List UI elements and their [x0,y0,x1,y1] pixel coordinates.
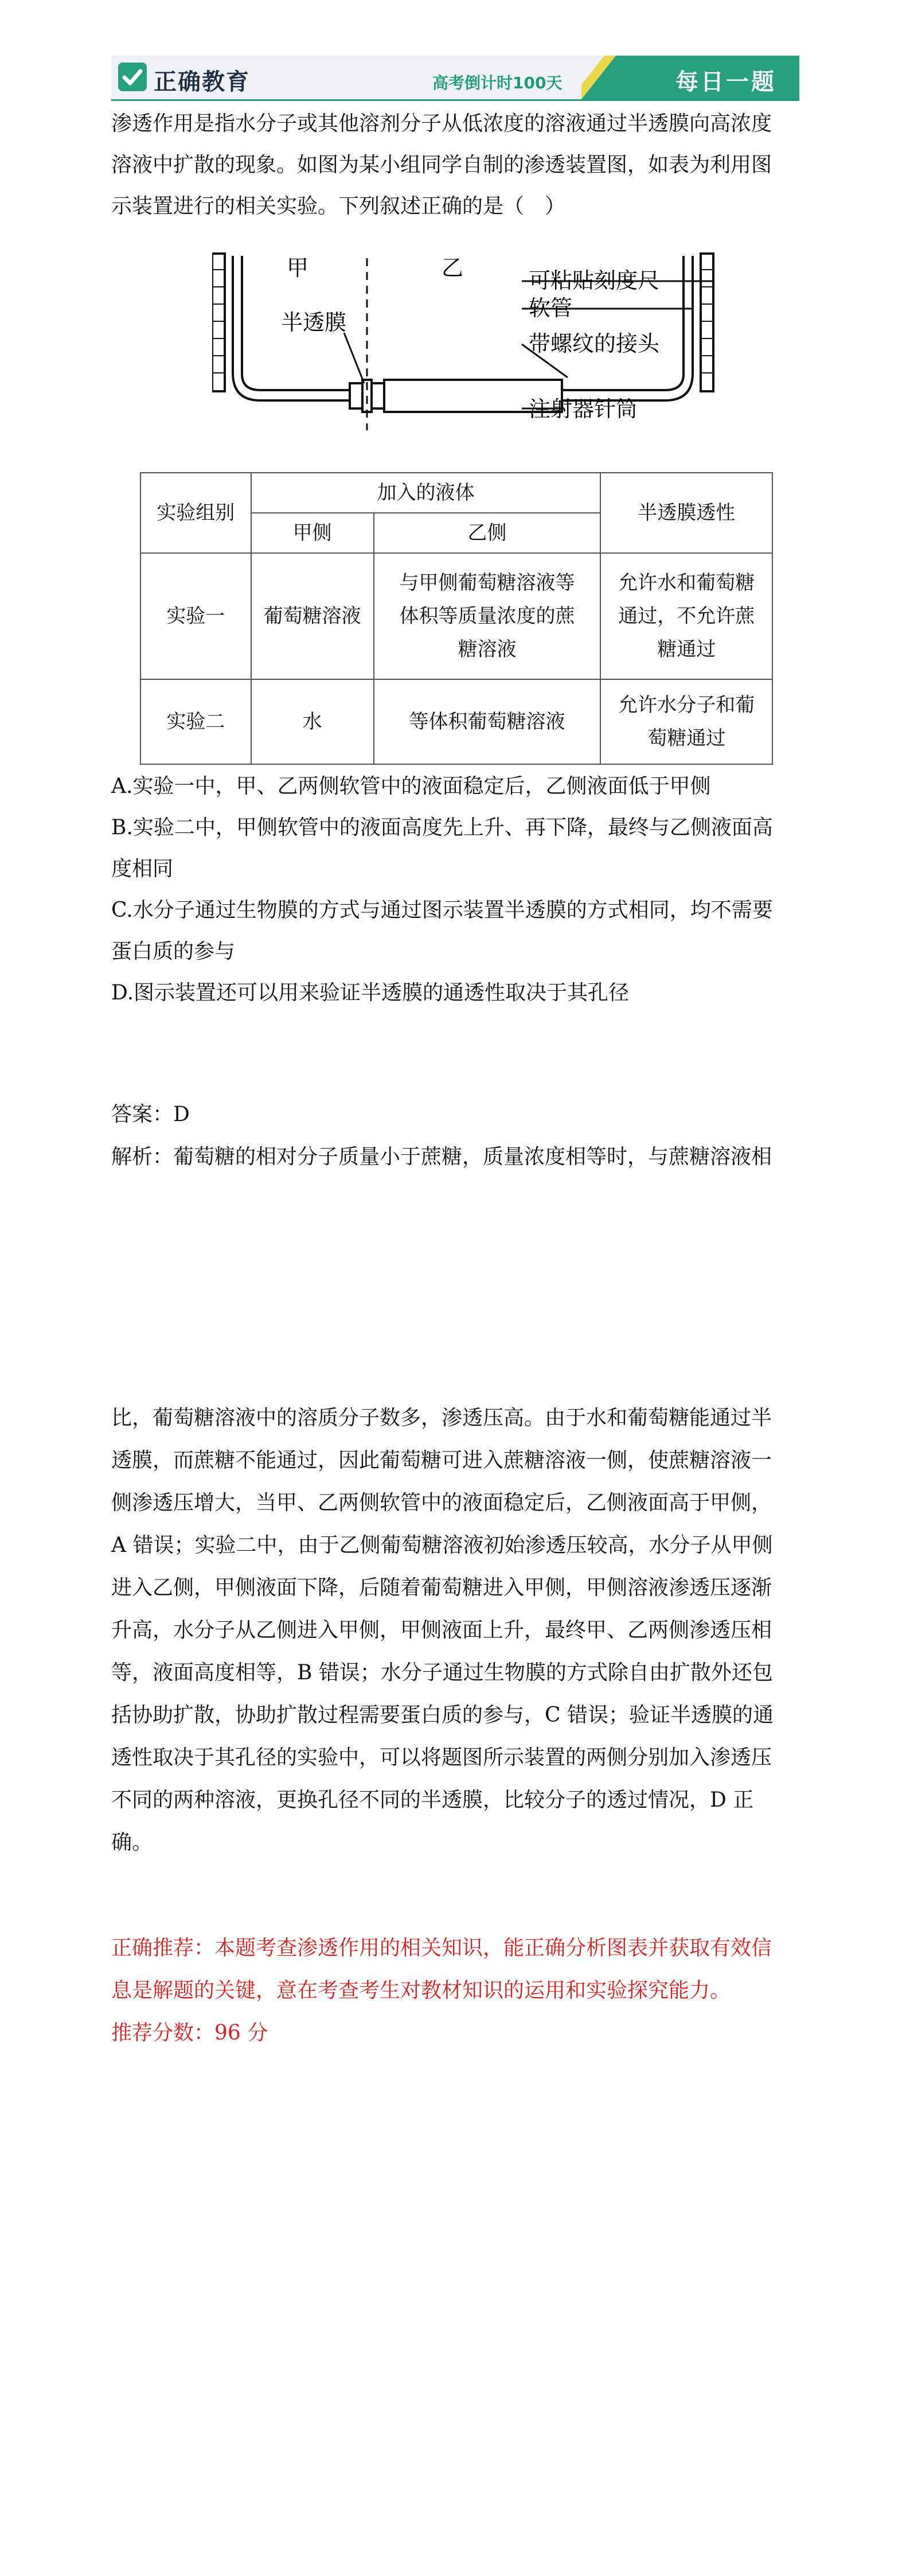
experiment-table [140,472,773,765]
row1-perm-line1: 允许水和葡萄糖 [618,571,755,594]
analysis-line-3: 侧渗透压增大，当甲、乙两侧软管中的液面稳定后，乙侧液面高于甲侧， [111,1491,772,1515]
right-ruler [701,254,713,391]
row2-jia: 水 [251,679,374,764]
label-membrane: 半透膜 [281,310,347,335]
option-d: D.图示装置还可以用来验证半透膜的通透性取决于其孔径 [111,981,630,1005]
label-syringe: 注射器针筒 [529,396,638,422]
header-yi-side: 乙侧 [374,513,601,553]
option-b-line1: B.实验二中，甲侧软管中的液面高度先上升、再下降，最终与乙侧液面高 [111,816,773,839]
analysis-line-10: 不同的两种溶液，更换孔径不同的半透膜，比较分子的透过情况，D 正 [111,1788,754,1812]
analysis-line-11: 确。 [111,1831,153,1854]
row1-jia: 葡萄糖溶液 [251,553,374,679]
row1-yi-line3: 糖溶液 [458,638,517,661]
osmosis-apparatus-figure [212,247,728,436]
label-joint: 带螺纹的接头 [529,331,660,356]
recommend-line-1: 正确推荐：本题考查渗透作用的相关知识，能正确分析图表并获取有效信 [111,1936,772,1960]
question-line-1: 渗透作用是指水分子或其他溶剂分子从低浓度的溶液通过半透膜向高浓度 [111,112,772,135]
label-hose: 软管 [529,295,573,321]
row2-perm [600,679,772,764]
row2-perm-line1: 允许水分子和葡 [618,694,755,717]
row2-perm-line2: 萄糖通过 [647,727,726,750]
label-jia: 甲 [287,255,309,281]
analysis-line-6: 升高，水分子从乙侧进入甲侧，甲侧液面上升，最终甲、乙两侧渗透压相 [111,1618,772,1642]
header-group: 实验组别 [140,473,251,553]
check-icon [118,63,147,91]
option-c-line1: C.水分子通过生物膜的方式与通过图示装置半透膜的方式相同，均不需要 [111,898,773,922]
row1-perm-line3: 糖通过 [657,638,716,661]
analysis-line-0: 解析：葡萄糖的相对分子质量小于蔗糖，质量浓度相等时，与蔗糖溶液相 [111,1145,772,1169]
analysis-line-2: 透膜，而蔗糖不能通过，因此葡萄糖可进入蔗糖溶液一侧，使蔗糖溶液一 [111,1449,772,1472]
question-line-2: 溶液中扩散的现象。如图为某小组同学自制的渗透装置图，如表为利用图 [111,153,772,177]
analysis-line-8: 括协助扩散，协助扩散过程需要蛋白质的参与，C 错误；验证半透膜的通 [111,1703,774,1727]
header-banner [111,56,799,101]
analysis-line-4: A 错误；实验二中，由于乙侧葡萄糖溶液初始渗透压较高，水分子从甲侧 [111,1534,773,1557]
row2-group: 实验二 [140,679,251,764]
row1-yi-line1: 与甲侧葡萄糖溶液等 [399,571,575,594]
daily-question-label: 每日一题 [675,69,776,95]
analysis-line-9: 透性取决于其孔径的实验中，可以将题图所示装置的两侧分别加入渗透压 [111,1746,772,1769]
analysis-line-1: 比，葡萄糖溶液中的溶质分子数多，渗透压高。由于水和葡萄糖能通过半 [111,1406,772,1430]
analysis-line-7: 等，液面高度相等，B 错误；水分子通过生物膜的方式除自由扩散外还包 [111,1661,773,1684]
row1-perm [600,553,772,679]
row1-yi-line2: 体积等质量浓度的蔗 [399,605,575,628]
analysis-line-5: 进入乙侧，甲侧液面下降，后随着葡萄糖进入甲侧，甲侧溶液渗透压逐渐 [111,1576,772,1600]
brand-name: 正确教育 [154,69,250,95]
row1-group: 实验一 [140,553,251,679]
label-yi: 乙 [442,255,464,281]
option-c-line2: 蛋白质的参与 [111,940,236,963]
recommend-score: 推荐分数：96 分 [111,2021,268,2045]
recommend-line-2: 息是解题的关键，意在考查考生对教材知识的运用和实验探究能力。 [111,1979,731,2002]
left-ruler [212,254,225,391]
question-line-3: 示装置进行的相关实验。下列叙述正确的是（ ） [111,194,566,218]
header-jia-side: 甲侧 [251,513,374,553]
header-liquid: 加入的液体 [251,473,601,513]
answer: 答案：D [111,1103,190,1126]
countdown-label: 高考倒计时100天 [432,73,563,92]
row1-perm-line2: 通过，不允许蔗 [618,605,755,628]
option-b-line2: 度相同 [111,857,174,881]
header-permeability: 半透膜透性 [600,473,772,553]
option-a: A.实验一中，甲、乙两侧软管中的液面稳定后，乙侧液面低于甲侧 [111,775,711,798]
row2-yi: 等体积葡萄糖溶液 [374,679,601,764]
label-ruler: 可粘贴刻度尺 [529,268,660,293]
row1-yi [374,553,601,679]
